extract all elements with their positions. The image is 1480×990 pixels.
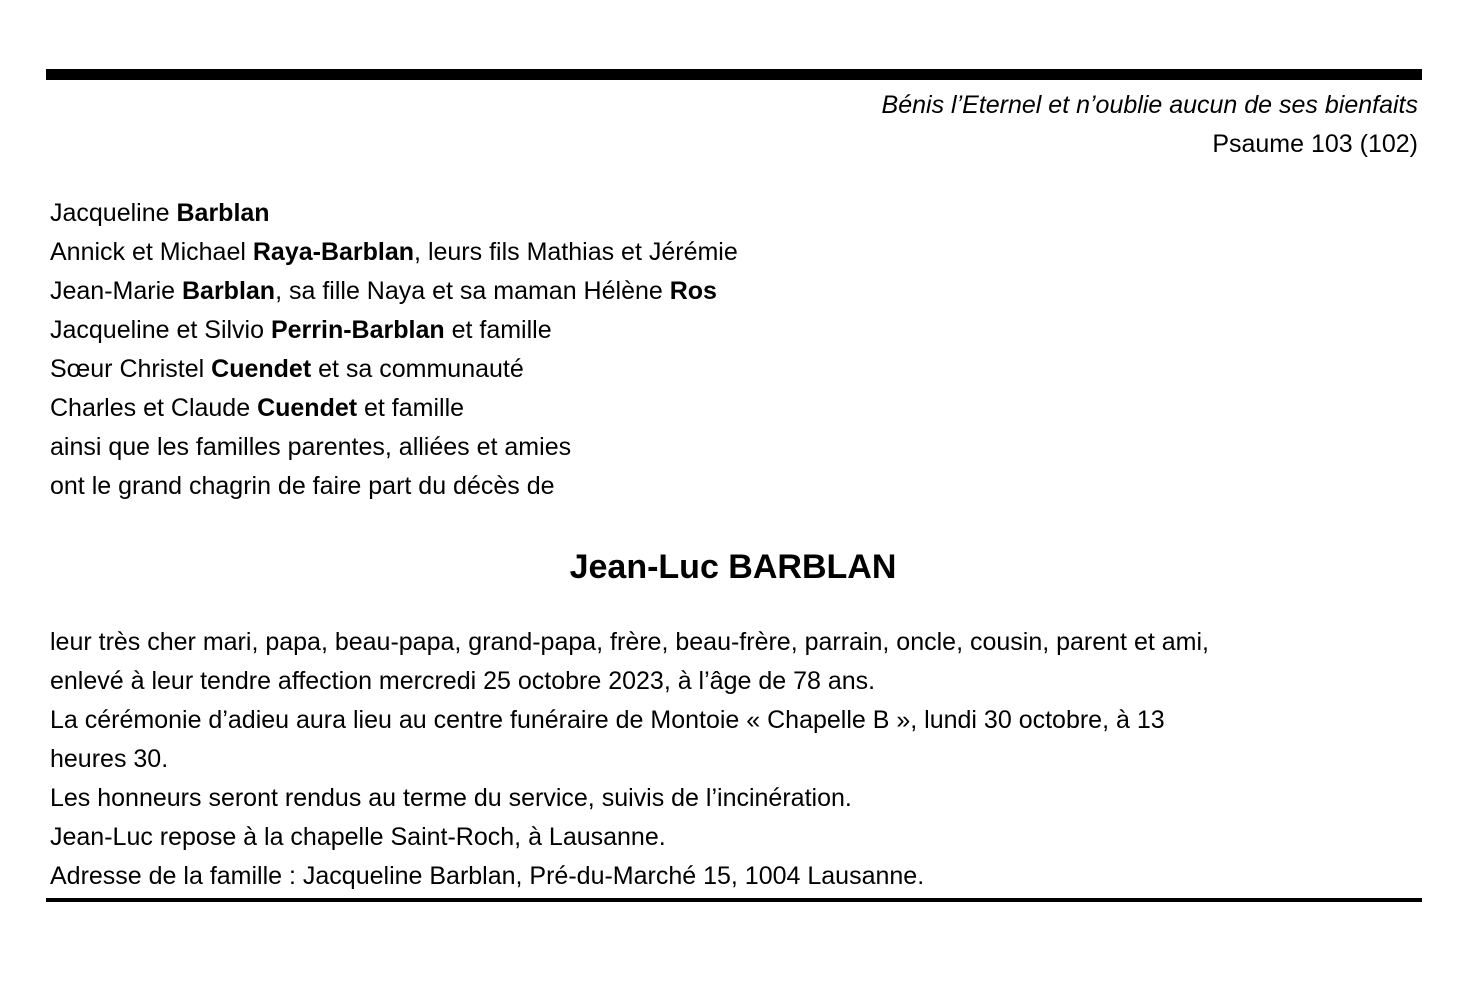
deceased-name: Jean-Luc BARBLAN [569,548,897,586]
family-line: ainsi que les familles parentes, alliées et amies [50,433,572,461]
epigraph-reference: Psaume 103 (102) [1212,130,1418,158]
announcement-details [50,623,1430,896]
details-line: Adresse de la famille : Jacqueline Barblan, Pré-du-Marché 15, 1004 Lausanne. [50,862,925,890]
family-line: ont le grand chagrin de faire part du décès de [50,472,555,500]
epigraph [882,86,1418,164]
details-line: Jean-Luc repose à la chapelle Saint-Roch, à Lausanne. [50,823,666,851]
details-line: Les honneurs seront rendus au terme du service, suivis de l’incinération. [50,784,852,812]
family-line: Jean-Marie Barblan, sa fille Naya et sa maman Hélène Ros [50,277,717,305]
details-line: enlevé à leur tendre affection mercredi 25 octobre 2023, à l’âge de 78 ans. [50,667,876,695]
family-line: Jacqueline Barblan [50,199,270,227]
family-line: Annick et Michael Raya-Barblan, leurs fils Mathias et Jérémie [50,238,738,266]
details-line: La cérémonie d’adieu aura lieu au centre funéraire de Montoie « Chapelle B », lundi 30 octobre, à 13 [50,706,1165,734]
family-line: Jacqueline et Silvio Perrin-Barblan et famille [50,316,552,344]
epigraph-verse: Bénis l’Eternel et n’oublie aucun de ses bienfaits [881,91,1418,119]
family-line: Charles et Claude Cuendet et famille [50,394,465,422]
details-line: heures 30. [50,745,169,773]
bottom-rule [46,898,1422,902]
details-line: leur très cher mari, papa, beau-papa, grand-papa, frère, beau-frère, parrain, oncle, cousin, parent et ami, [50,628,1209,656]
family-line: Sœur Christel Cuendet et sa communauté [50,355,524,383]
top-rule [46,69,1422,80]
family-list [50,194,738,506]
